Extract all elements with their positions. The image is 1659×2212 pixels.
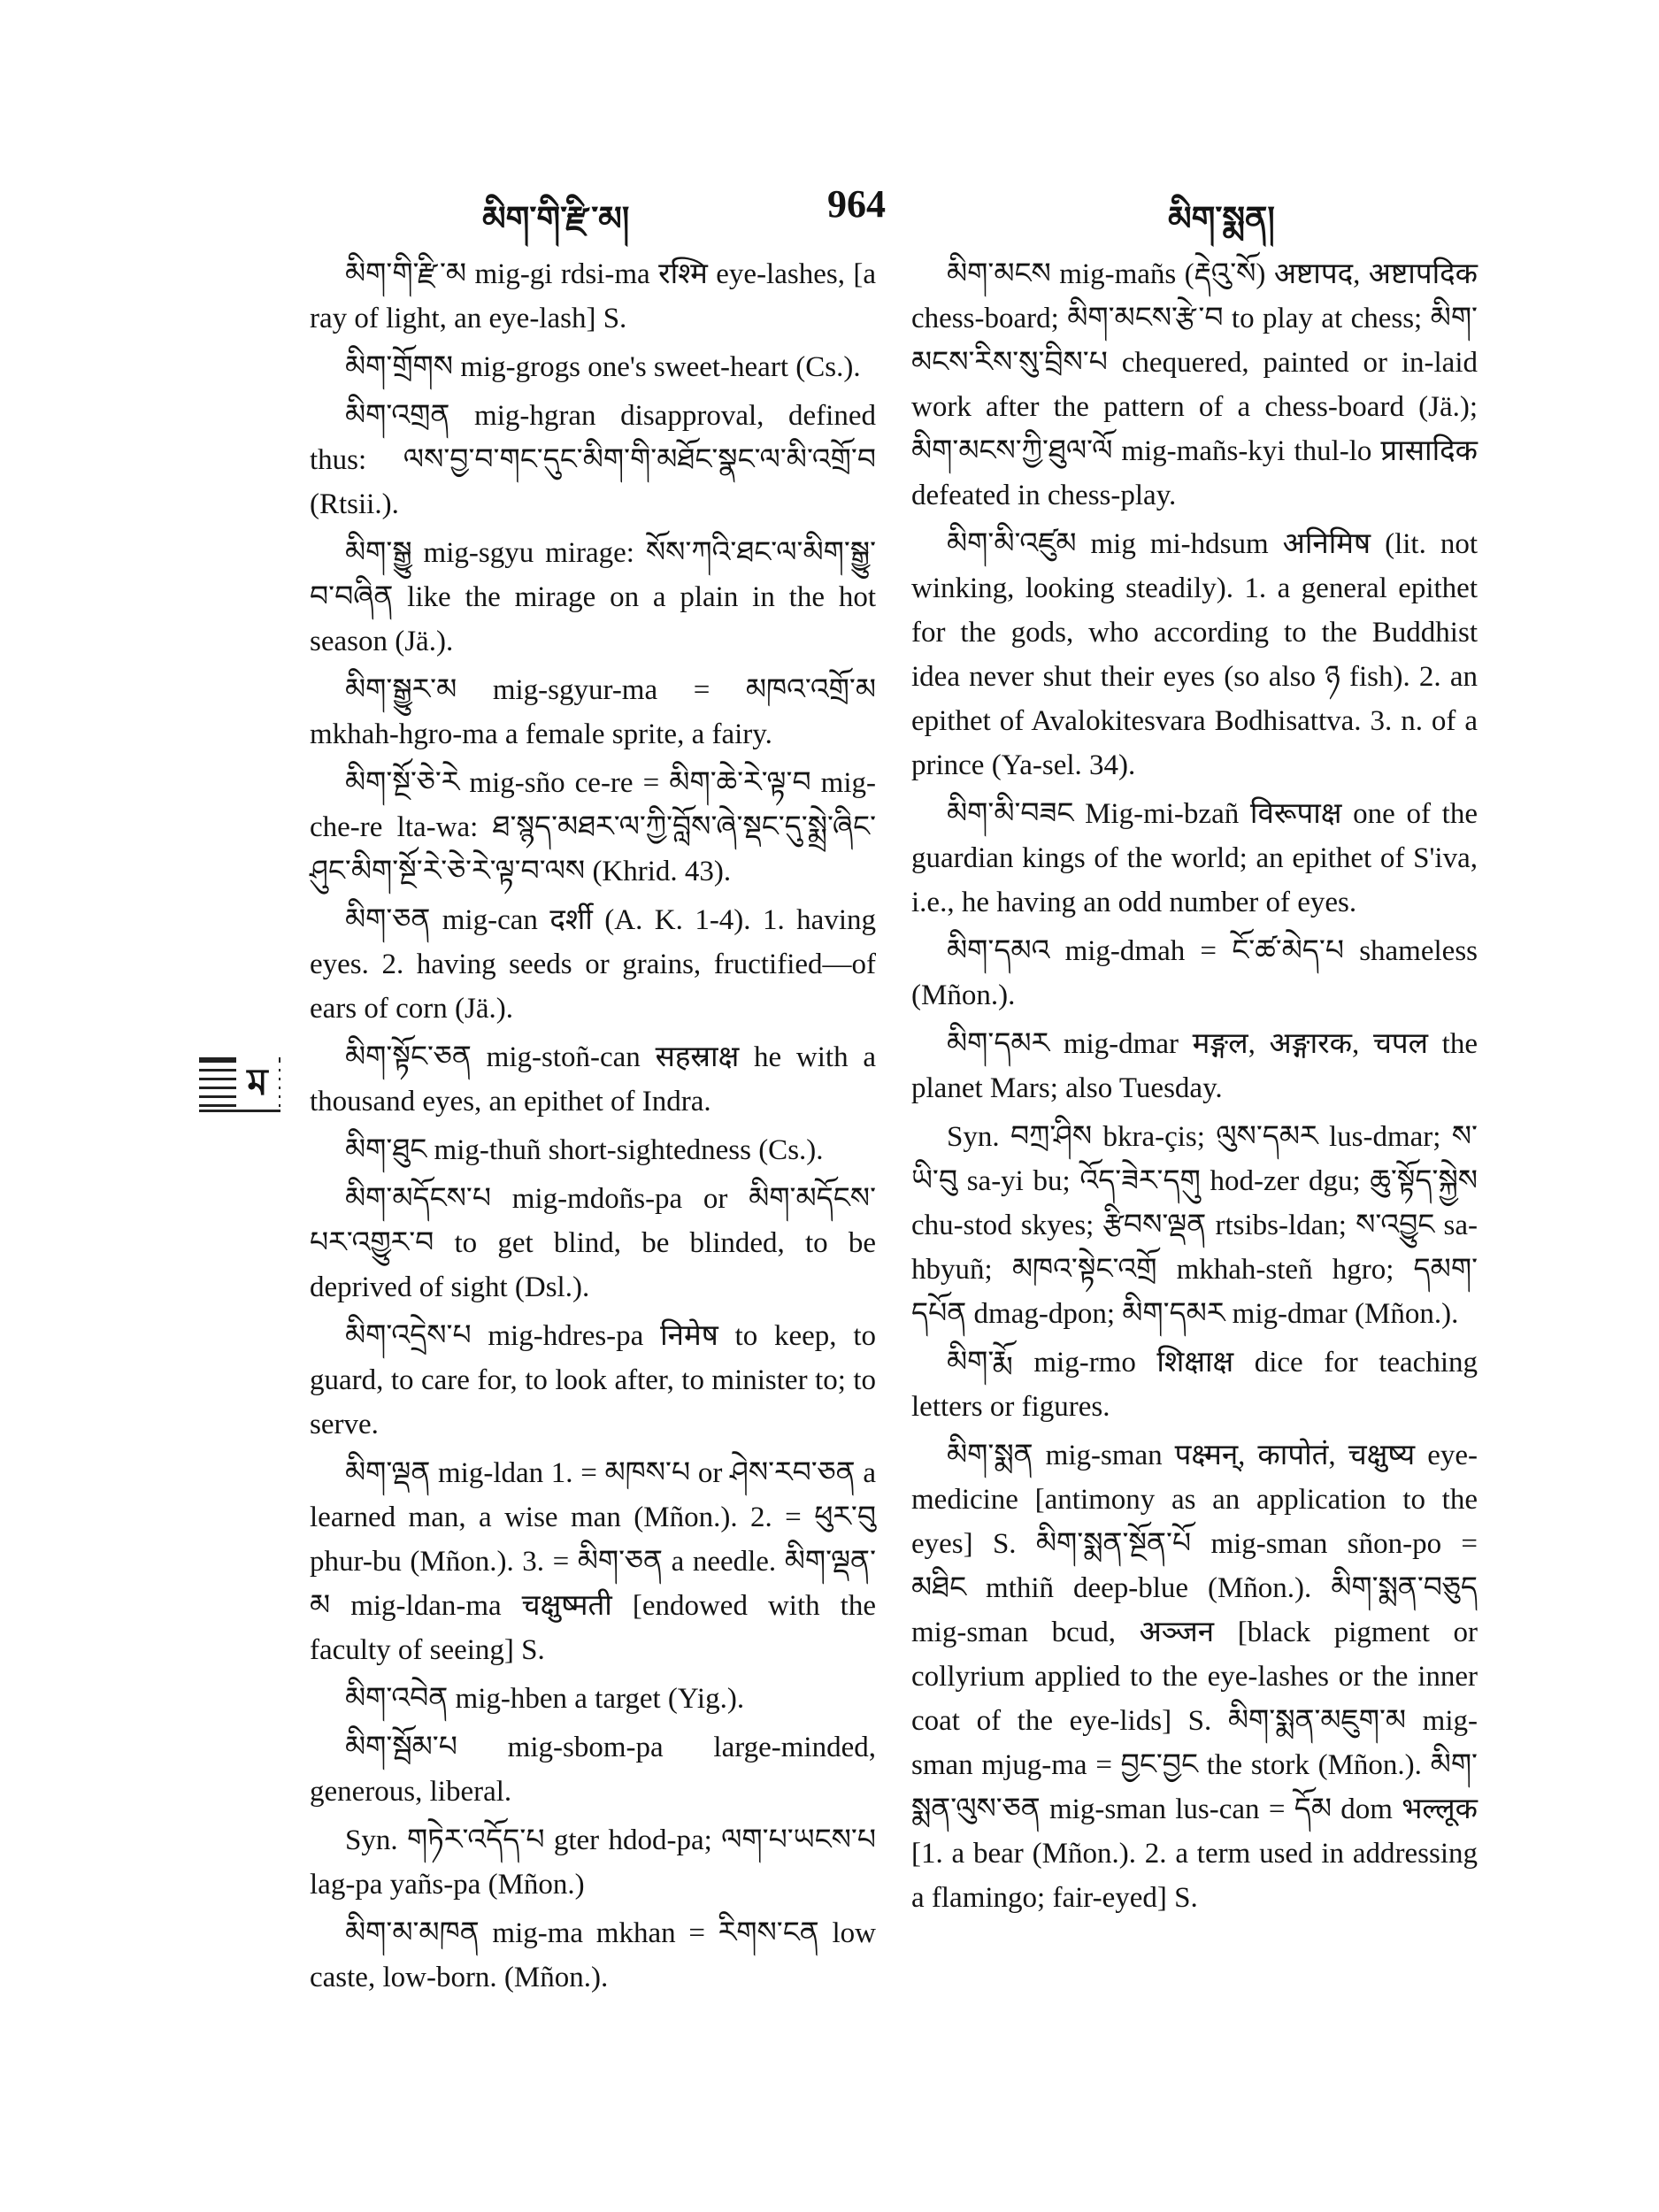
- dictionary-entry: མིག་རྨོ mig-rmo शिक्षाक्ष dice for teaching letters or figures.: [911, 1347, 1478, 1423]
- marginal-letter-mark: [199, 1057, 280, 1112]
- dictionary-entry: མིག་སྨན mig-sman पक्ष्मन्, कापोतं, चक्षुष्य eye-medicine [antimony as an application to the eyes] S. མིག་སྨན་སྔོན་པོ mig-sman sñon-po = མཐིང mthiñ deep-blue (Mñon.). མིག་སྨན་བཅུད mig-sman bcud, अञ्जन [black pigment or collyrium applied to the eye-lashes or the inner coat of the eye-lids] S. མིག་སྨན་མཇུག་མ mig-sman mjug-ma = བྱང་བྱང the stork (Mñon.). མིག་སྨན་ལུས་ཅན mig-sman lus-can = དོམ dom भल्लूक [1. a bear (Mñon.). 2. a term used in addressing a flamingo; fair-eyed] S.: [911, 1440, 1478, 1914]
- dictionary-entry: མིག་འདྲེས་པ mig-hdres-pa निमेष to keep, to guard, to care for, to look after, to minister to; to serve.: [310, 1320, 876, 1440]
- dictionary-entry: Syn. བཀྲ་ཤིས bkra-çis; ལུས་དམར lus-dmar; ས་ཡི་བུ sa-yi bu; འོད་ཟེར་དགུ hod-zer dgu; ཆུ་སྟོད་སྐྱེས chu-stod skyes; རྩིབས་ལྡན rtsibs-ldan; ས་འབྱུང sa-hbyuñ; མཁའ་སྟེང་འགྲོ mkhah-steñ hgro; དམག་དཔོན dmag-dpon; མིག་དམར mig-dmar (Mñon.).: [911, 1121, 1478, 1330]
- dictionary-entry: Syn. གཏེར་འདོད་པ gter hdod-pa; ལག་པ་ཡངས་པ lag-pa yañs-pa (Mñon.): [310, 1824, 876, 1901]
- page-number: 964: [827, 182, 886, 226]
- dictionary-entry: མིག་འགྲན mig-hgran disapproval, defined thus: ལས་བྱ་བ་གང་དུང་མིག་གི་མཐོང་སྣང་ལ་མི་འགྲོ་བ (Rtsii.).: [310, 400, 876, 520]
- dictionary-entry: མིག་ཐུང mig-thuñ short-sightedness (Cs.).: [345, 1134, 824, 1166]
- right-column: [911, 252, 1478, 1924]
- header-right-headword: མིག་སྨན།: [1168, 198, 1275, 238]
- dictionary-entry: མིག་མི་བཟང Mig-mi-bzañ विरूपाक्ष one of the guardian kings of the world; an epithet of S'iva, i.e., he having an odd number of eyes.: [911, 798, 1478, 918]
- dictionary-entry: མིག་ལྡན mig-ldan 1. = མཁས་པ or ཤེས་རབ་ཅན a learned man, a wise man (Mñon.). 2. = ཕུར་བུ phur-bu (Mñon.). 3. = མིག་ཅན a needle. མིག་ལྡན་མ mig-ldan-ma चक्षुष्मती [endowed with the faculty of seeing] S.: [310, 1457, 876, 1666]
- left-column: [310, 252, 876, 2004]
- dictionary-entry: མིག་སྒྱུར་མ mig-sgyur-ma = མཁའ་འགྲོ་མ mkhah-hgro-ma a female sprite, a fairy.: [310, 674, 876, 750]
- dictionary-entry: མིག་དམར mig-dmar मङ्गल, अङ्गारक, चपल the planet Mars; also Tuesday.: [911, 1028, 1478, 1104]
- header-left-headword: མིག་གི་རྫི་མ།: [482, 198, 630, 238]
- marginal-letter: ম: [236, 1057, 279, 1107]
- dictionary-entry: མིག་མདོངས་པ mig-mdoñs-pa or མིག་མདོངས་པར་འགྱུར་བ to get blind, be blinded, to be deprived of sight (Dsl.).: [310, 1183, 876, 1303]
- dictionary-entry: མིག་སྦོམ་པ mig-sbom-pa large-minded, generous, liberal.: [310, 1732, 876, 1808]
- dictionary-entry: མིག་མི་འཛུམ mig mi-hdsum अनिमिष (lit. not winking, looking steadily). 1. a general epithet for the gods, who according to the Buddhist idea never shut their eyes (so also ཉ fish). 2. an epithet of Avalokitesvara Bodhisattva. 3. n. of a prince (Ya-sel. 34).: [911, 528, 1478, 781]
- dictionary-entry: མིག་སྒྱུ mig-sgyu mirage: སོས་ཀའི་ཐང་ལ་མིག་སྒྱུ་བ་བཞིན like the mirage on a plain in the hot season (Jä.).: [310, 537, 876, 657]
- dictionary-entry: མིག་གྲོགས mig-grogs one's sweet-heart (Cs.).: [345, 351, 861, 383]
- page-header: [310, 181, 1478, 238]
- dictionary-entry: མིག་གི་རྫི་མ mig-gi rdsi-ma रश्मि eye-lashes, [a ray of light, an eye-lash] S.: [310, 258, 876, 334]
- dictionary-entry: མིག་དམའ mig-dmah = ངོ་ཚ་མེད་པ shameless (Mñon.).: [911, 935, 1478, 1011]
- dictionary-entry: མིག་མངས mig-mañs (རྡེའུ་སོ) अष्टापद, अष्टापदिक chess-board; མིག་མངས་རྩེ་བ to play at chess; མིག་མངས་རིས་སུ་བྲིས་པ chequered, painted or in-laid work after the pattern of a chess-board (Jä.); མིག་མངས་ཀྱི་ཐུལ་ལོ mig-mañs-kyi thul-lo प्रासादिक defeated in chess-play.: [911, 258, 1478, 511]
- dictionary-entry: མིག་ཅན mig-can दर्शी (A. K. 1-4). 1. having eyes. 2. having seeds or grains, fructified—of ears of corn (Jä.).: [310, 904, 876, 1025]
- dictionary-entry: མིག་མ་མཁན mig-ma mkhan = རིགས་ངན low caste, low-born. (Mñon.).: [310, 1917, 876, 1993]
- dictionary-entry: མིག་སྟོང་ཅན mig-stoñ-can सहस्राक्ष he with a thousand eyes, an epithet of Indra.: [310, 1041, 876, 1118]
- dictionary-entry: མིག་འབེན mig-hben a target (Yig.).: [345, 1683, 745, 1715]
- dictionary-entry: མིག་སྔོ་ཅེ་རེ mig-sño ce-re = མིག་ཆེ་རེ་ལྟ་བ mig-che-re lta-wa: ཐ་སྙད་མཐར་ལ་ཀྱི་བློས་ཞེ་སྡང་དུ་སྨྲེ་ཞིང་ཤུང་མིག་སྔོ་རེ་ཅེ་རེ་ལྟ་བ་ལས (Khrid. 43).: [310, 767, 876, 887]
